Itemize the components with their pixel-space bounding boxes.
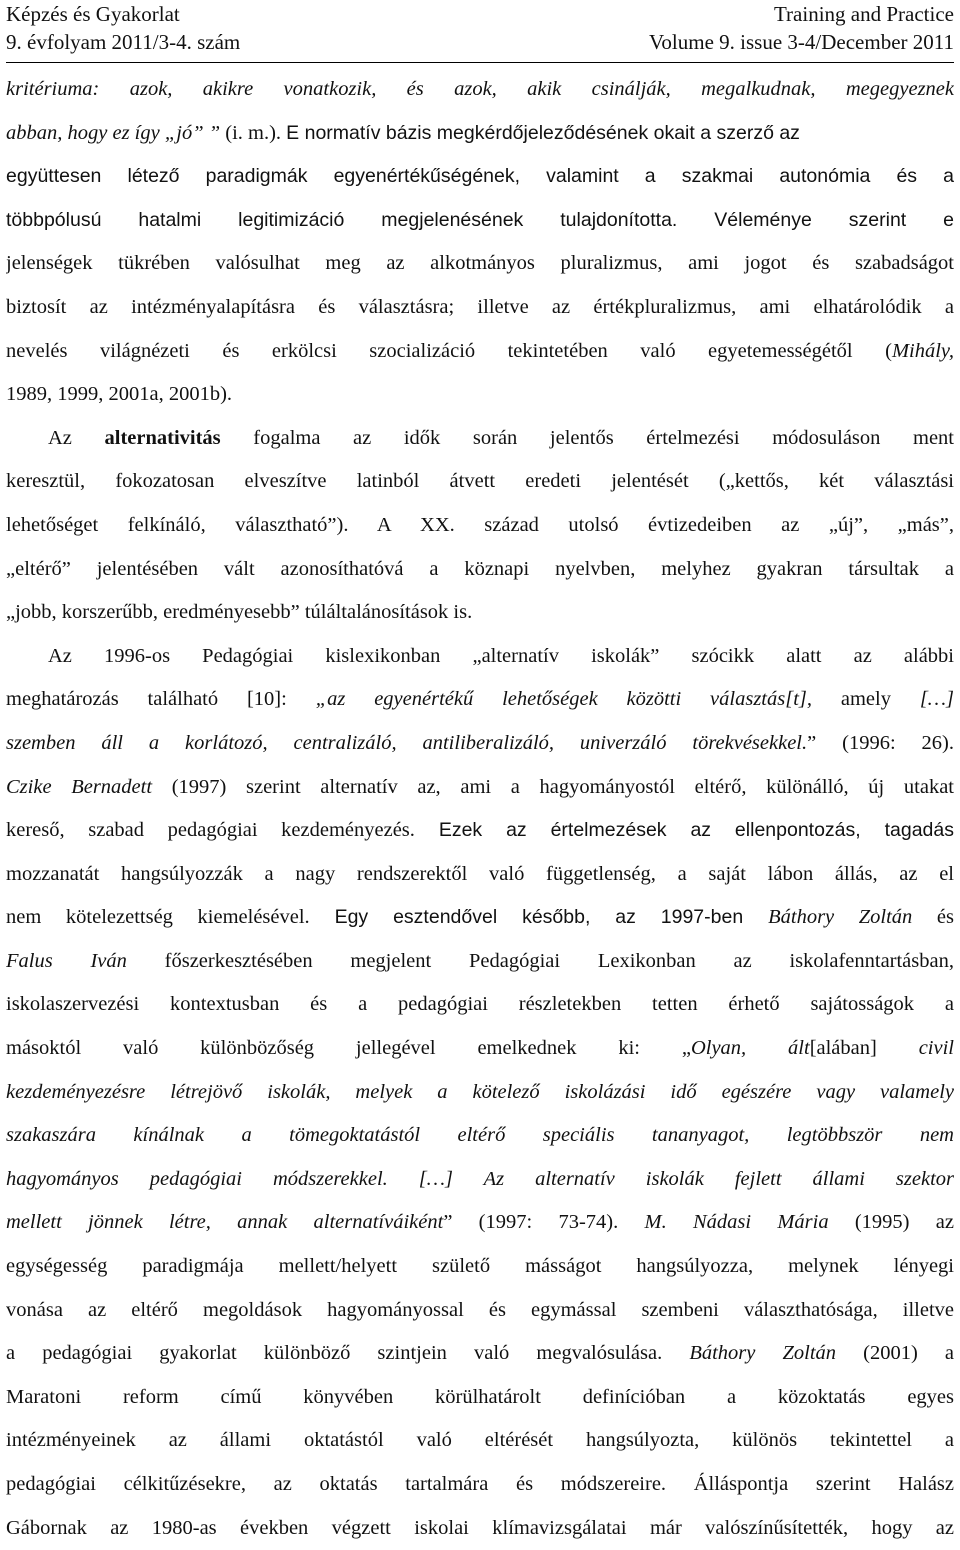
text-line	[6, 417, 954, 461]
text-span: a pedagógiai gyakorlat különböző szintjein való megvalósulása.	[6, 1342, 690, 1365]
text-line	[6, 548, 954, 592]
text-line	[6, 591, 954, 635]
text-span: vonása az eltérő megoldások hagyományossal és egymással szembeni választhatósága, illetve	[6, 1298, 954, 1321]
text-span: (1995) az	[828, 1211, 954, 1234]
citation: (i. m.).	[220, 121, 287, 144]
text-line	[6, 1201, 954, 1245]
text-span: [alában]	[809, 1037, 919, 1060]
text-span: nem kötelezettség kiemelésével.	[6, 906, 310, 929]
text-span: Gábornak az 1980-as években végzett iskolai klímavizsgálatai már valószínűsítették, hogy az	[6, 1516, 954, 1539]
text-line	[6, 1158, 954, 1202]
text-line	[6, 242, 954, 286]
text-line	[6, 330, 954, 374]
italic-quote: kritériuma: azok, akikre vonatkozik, és azok, akik csinálják, megalkudnak, megegyeznek	[6, 78, 954, 100]
text-line	[6, 373, 954, 417]
italic-quote: hagyományos pedagógiai módszerekkel. […] Az alternatív iskolák fejlett állami szektor	[6, 1167, 954, 1190]
text-line	[6, 1419, 954, 1463]
text-line	[6, 1245, 954, 1289]
text-span: Az	[48, 426, 105, 449]
text-line	[6, 1027, 954, 1071]
text-line	[6, 199, 954, 243]
article-body	[6, 68, 954, 1550]
text-line	[6, 896, 954, 940]
italic-quote: civil	[918, 1037, 954, 1060]
text-line	[6, 68, 954, 112]
text-span: keresztül, fokozatosan elveszítve latinból átvett eredeti jelentését („kettős, két választási	[6, 470, 954, 493]
text-span: (2001) a	[836, 1342, 954, 1365]
italic-quote: mellett jönnek létre, annak alternatíváiként	[6, 1211, 444, 1234]
text-span: meghatározás található [10]:	[6, 688, 316, 711]
text-line	[6, 155, 954, 199]
citation: ” (1997: 73-74).	[443, 1211, 645, 1234]
italic-author: Mihály,	[891, 339, 954, 362]
sans-text: Ezek az értelmezések az ellenpontozás, tagadás	[414, 819, 954, 842]
italic-quote: szakaszára kínálnak a tömegoktatástól eltérő speciális tananyagot, legtöbbször nem	[6, 1124, 954, 1147]
text-line	[6, 1463, 954, 1507]
italic-author: M. Nádasi Mária	[644, 1211, 829, 1234]
volume-en: Volume 9. issue 3-4/December 2011	[648, 30, 954, 54]
text-line	[6, 635, 954, 679]
citation: ” (1996: 26).	[807, 731, 954, 754]
text-line	[6, 983, 954, 1027]
italic-quote: szemben áll a korlátozó, centralizáló, antiliberalizáló, univerzáló törekvésekkel.	[6, 731, 808, 754]
italic-quote: […]	[919, 688, 954, 711]
italic-quote: kezdeményezésre létrejövő iskolák, melyek a kötelező iskolázási idő egészére vagy valamely	[6, 1080, 954, 1103]
text-span: másoktól való különbözőség jellegével emelkednek ki: „	[6, 1037, 691, 1060]
italic-author: Báthory Zoltán	[689, 1342, 837, 1365]
text-span: lehetőséget felkínáló, választható”). A XX. század utolsó évtizedeiben az „új”, „más”,	[6, 513, 954, 536]
text-span: főszerkesztésében megjelent Pedagógiai Lexikonban az iskolafenntartásban,	[126, 949, 954, 972]
text-line	[6, 766, 954, 810]
text-span: amely	[812, 688, 920, 711]
text-span: fogalma az idők során jelentős értelmezési módosuláson ment	[220, 426, 954, 449]
text-line	[6, 112, 954, 156]
sans-text: együttesen létező paradigmák egyenértékűségének, valamint a szakmai autonómia és a	[6, 165, 954, 188]
text-span: biztosít az intézményalapításra és választásra; illetve az értékpluralizmus, ami elhatárolódik a	[6, 295, 954, 318]
sans-text: Véleménye szerint e	[677, 208, 954, 231]
text-span: „jobb, korszerűbb, eredményesebb” túláltalánosítások is.	[6, 601, 473, 624]
text-span: Az 1996-os Pedagógiai kislexikonban „alternatív iskolák” szócikk alatt az alábbi	[48, 644, 954, 667]
italic-author: Czike Bernadett	[6, 775, 153, 798]
text-line	[6, 809, 954, 853]
text-line	[6, 1332, 954, 1376]
journal-title-hu: Képzés és Gyakorlat	[6, 2, 180, 26]
sans-text: többpólusú hatalmi legitimizáció megjelenésének tulajdonította.	[6, 208, 678, 231]
text-span: iskolaszervezési kontextusban és a pedagógiai részletekben tetten érhető sajátosságok a	[6, 993, 954, 1016]
text-line	[6, 940, 954, 984]
text-span: intézményeinek az állami oktatástól való eltérését hangsúlyozta, különös tekintettel a	[6, 1429, 954, 1452]
volume-hu: 9. évfolyam 2011/3-4. szám	[6, 30, 241, 54]
italic-quote: Olyan, ált	[690, 1037, 810, 1060]
text-line	[6, 1071, 954, 1115]
text-span: egységesség paradigmája mellett/helyett születő másságot hangsúlyozza, melynek lényegi	[6, 1255, 954, 1278]
text-span: Maratoni reform című könyvében körülhatárolt definícióban a közoktatás egyes	[6, 1385, 954, 1408]
text-line	[6, 1376, 954, 1420]
text-line	[6, 678, 954, 722]
journal-title-en: Training and Practice	[773, 2, 954, 26]
text-line	[6, 1507, 954, 1550]
page-header	[6, 0, 954, 63]
text-line	[6, 504, 954, 548]
text-line	[6, 460, 954, 504]
text-span: és	[912, 906, 954, 929]
text-span: 1989, 1999, 2001a, 2001b).	[6, 383, 233, 406]
text-line	[6, 1289, 954, 1333]
text-span: Álláspontja szerint Halász	[666, 1473, 954, 1495]
italic-author: Báthory Zoltán	[768, 906, 913, 929]
sans-text: Egy esztendővel később, az 1997-ben	[309, 906, 769, 929]
bold-term: alternativitás	[104, 426, 221, 449]
text-line	[6, 722, 954, 766]
sans-text: E normatív bázis megkérdőjeleződésének okait a szerző az	[286, 121, 800, 144]
text-span: (1997) szerint alternatív az, ami a hagyományostól eltérő, különálló, új utakat	[152, 775, 954, 798]
text-span: „eltérő” jelentésében vált azonosíthatóvá a köznapi nyelvben, melyhez gyakran társultak a	[6, 557, 954, 580]
italic-author: Falus Iván	[6, 949, 127, 972]
italic-quote: abban, hogy ez így „jó” ”	[6, 121, 221, 144]
text-span: jelenségek tükrében valósulhat meg az alkotmányos pluralizmus, ami jogot és szabadságot	[6, 252, 954, 275]
text-line	[6, 1114, 954, 1158]
italic-quote: „az egyenértékű lehetőségek közötti választás[t],	[315, 688, 813, 711]
text-span: mozzanatát hangsúlyozzák a nagy rendszerektől való függetlenség, a saját lábon állás, az el	[6, 862, 954, 885]
text-span: nevelés világnézeti és erkölcsi szocializáció tekintetében való egyetemességétől (	[6, 339, 892, 362]
text-line	[6, 286, 954, 330]
text-span: kereső, szabad pedagógiai kezdeményezés.	[6, 819, 415, 842]
text-line	[6, 853, 954, 897]
text-span: pedagógiai célkitűzésekre, az oktatás tartalmára és módszereire.	[6, 1473, 667, 1495]
